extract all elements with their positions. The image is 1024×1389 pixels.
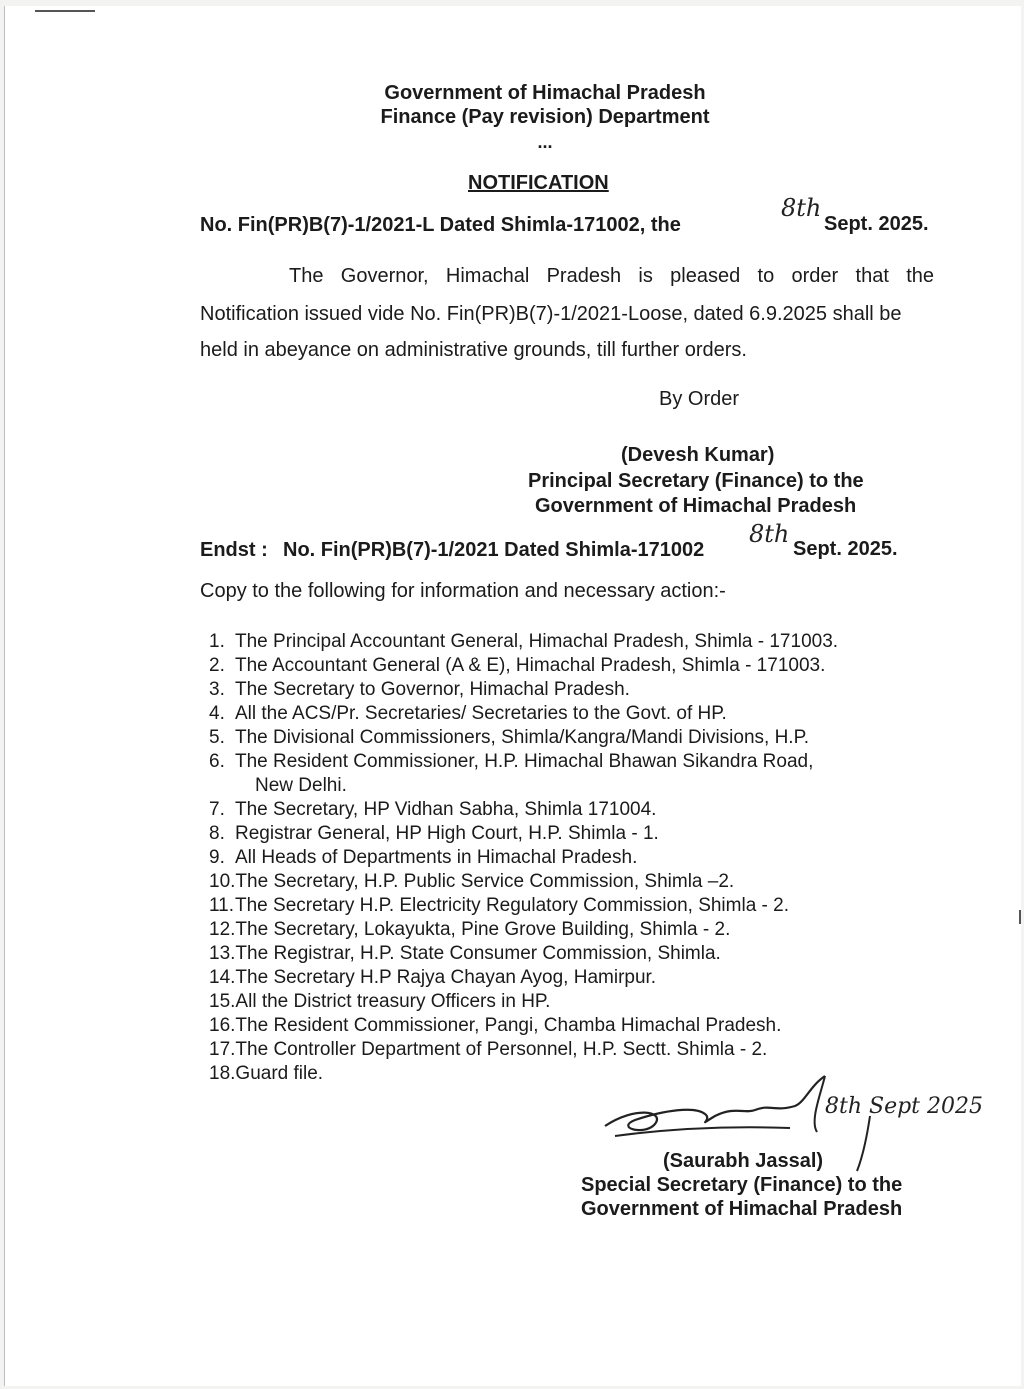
recipient-text: New Delhi. bbox=[255, 775, 347, 796]
recipient-number: 15. bbox=[209, 991, 236, 1012]
recipient-number: 17. bbox=[209, 1039, 236, 1060]
recipient-item bbox=[209, 822, 939, 846]
recipient-number: 8. bbox=[209, 823, 225, 844]
body-line-3: held in abeyance on administrative grounds, till further orders. bbox=[200, 339, 747, 361]
scan-artifact bbox=[1019, 910, 1021, 924]
recipient-item bbox=[209, 702, 939, 726]
endst-number: No. Fin(PR)B(7)-1/2021 Dated Shimla-171002 bbox=[283, 539, 705, 561]
recipient-text: The Controller Department of Personnel, H.P. Sectt. Shimla - 2. bbox=[235, 1039, 768, 1060]
by-order: By Order bbox=[659, 388, 740, 410]
recipient-item bbox=[209, 990, 939, 1014]
endst-handwritten-day: 8th bbox=[749, 520, 790, 548]
recipient-number: 5. bbox=[209, 727, 225, 748]
recipient-number: 2. bbox=[209, 655, 225, 676]
recipient-text: All the ACS/Pr. Secretaries/ Secretaries to the Govt. of HP. bbox=[235, 703, 727, 724]
recipient-text: The Resident Commissioner, H.P. Himachal Bhawan Sikandra Road, bbox=[235, 751, 814, 772]
recipient-text: The Principal Accountant General, Himachal Pradesh, Shimla - 171003. bbox=[235, 631, 839, 652]
recipient-text: The Secretary, HP Vidhan Sabha, Shimla 171004. bbox=[235, 799, 657, 820]
recipient-text: Registrar General, HP High Court, H.P. Shimla - 1. bbox=[235, 823, 659, 844]
notification-title: NOTIFICATION bbox=[468, 172, 609, 194]
recipient-item bbox=[209, 894, 939, 918]
recipients-list bbox=[209, 630, 939, 1086]
recipient-number: 3. bbox=[209, 679, 225, 700]
recipient-item bbox=[209, 918, 939, 942]
recipient-text: The Secretary H.P Rajya Chayan Ayog, Hamirpur. bbox=[235, 967, 657, 988]
recipient-number: 11. bbox=[209, 895, 235, 916]
signatory2-organization: Government of Himachal Pradesh bbox=[581, 1198, 903, 1220]
recipient-text: The Resident Commissioner, Pangi, Chamba Himachal Pradesh. bbox=[235, 1015, 782, 1036]
handwritten-date-day: 8th bbox=[781, 194, 822, 222]
scan-artifact bbox=[35, 10, 95, 12]
recipient-number: 1. bbox=[209, 631, 225, 652]
recipient-item bbox=[209, 630, 939, 654]
signatory1-name: (Devesh Kumar) bbox=[621, 444, 775, 466]
recipient-number: 13. bbox=[209, 943, 236, 964]
recipient-number: 18. bbox=[209, 1063, 236, 1084]
recipient-number: 10. bbox=[209, 871, 236, 892]
recipient-text: The Divisional Commissioners, Shimla/Kangra/Mandi Divisions, H.P. bbox=[235, 727, 810, 748]
signatory2-designation: Special Secretary (Finance) to the bbox=[581, 1174, 903, 1196]
recipient-text: The Registrar, H.P. State Consumer Commission, Shimla. bbox=[235, 943, 721, 964]
header-dots: ... bbox=[537, 132, 553, 152]
recipient-text: The Secretary H.P. Electricity Regulatory Commission, Shimla - 2. bbox=[235, 895, 789, 916]
recipient-item bbox=[209, 726, 939, 750]
recipient-number: 12. bbox=[209, 919, 236, 940]
notification-number: No. Fin(PR)B(7)-1/2021-L Dated Shimla-171002, the bbox=[200, 214, 681, 236]
recipient-item bbox=[209, 774, 939, 798]
recipient-text: The Accountant General (A & E), Himachal Pradesh, Shimla - 171003. bbox=[235, 655, 826, 676]
recipient-item bbox=[209, 1038, 939, 1062]
recipient-text: The Secretary, H.P. Public Service Commission, Shimla –2. bbox=[235, 871, 735, 892]
recipient-item bbox=[209, 966, 939, 990]
recipient-text: All Heads of Departments in Himachal Pradesh. bbox=[235, 847, 638, 868]
recipient-number: 16. bbox=[209, 1015, 236, 1036]
recipient-item bbox=[209, 846, 939, 870]
recipient-number: 9. bbox=[209, 847, 225, 868]
document-page bbox=[4, 6, 1021, 1386]
recipient-item bbox=[209, 654, 939, 678]
department-title: Finance (Pay revision) Department bbox=[380, 106, 710, 128]
signatory2-name: (Saurabh Jassal) bbox=[663, 1150, 824, 1172]
recipient-item bbox=[209, 1014, 939, 1038]
recipient-number: 14. bbox=[209, 967, 236, 988]
recipient-item bbox=[209, 942, 939, 966]
signature-date: 8th Sept 2025 bbox=[825, 1094, 983, 1119]
body-line-2: Notification issued vide No. Fin(PR)B(7)-1/2021-Loose, dated 6.9.2025 shall be bbox=[200, 303, 902, 325]
recipient-number: 7. bbox=[209, 799, 225, 820]
recipient-number: 6. bbox=[209, 751, 225, 772]
endst-label: Endst : bbox=[200, 539, 268, 561]
signatory1-organization: Government of Himachal Pradesh bbox=[535, 495, 857, 517]
recipient-item bbox=[209, 870, 939, 894]
recipient-text: Guard file. bbox=[235, 1063, 324, 1084]
recipient-number: 4. bbox=[209, 703, 225, 724]
signatory1-designation: Principal Secretary (Finance) to the bbox=[528, 470, 864, 492]
recipient-text: The Secretary, Lokayukta, Pine Grove Building, Shimla - 2. bbox=[235, 919, 731, 940]
recipient-text: The Secretary to Governor, Himachal Pradesh. bbox=[235, 679, 630, 700]
recipient-text: All the District treasury Officers in HP. bbox=[235, 991, 551, 1012]
copy-to-line: Copy to the following for information and necessary action:- bbox=[200, 580, 726, 602]
notification-date: Sept. 2025. bbox=[824, 213, 929, 235]
recipient-item bbox=[209, 678, 939, 702]
recipient-item bbox=[209, 798, 939, 822]
govt-title: Government of Himachal Pradesh bbox=[384, 82, 706, 104]
recipient-item bbox=[209, 750, 939, 774]
endst-date: Sept. 2025. bbox=[793, 538, 898, 560]
body-line-1: The Governor, Himachal Pradesh is pleased to order that the bbox=[289, 265, 934, 287]
